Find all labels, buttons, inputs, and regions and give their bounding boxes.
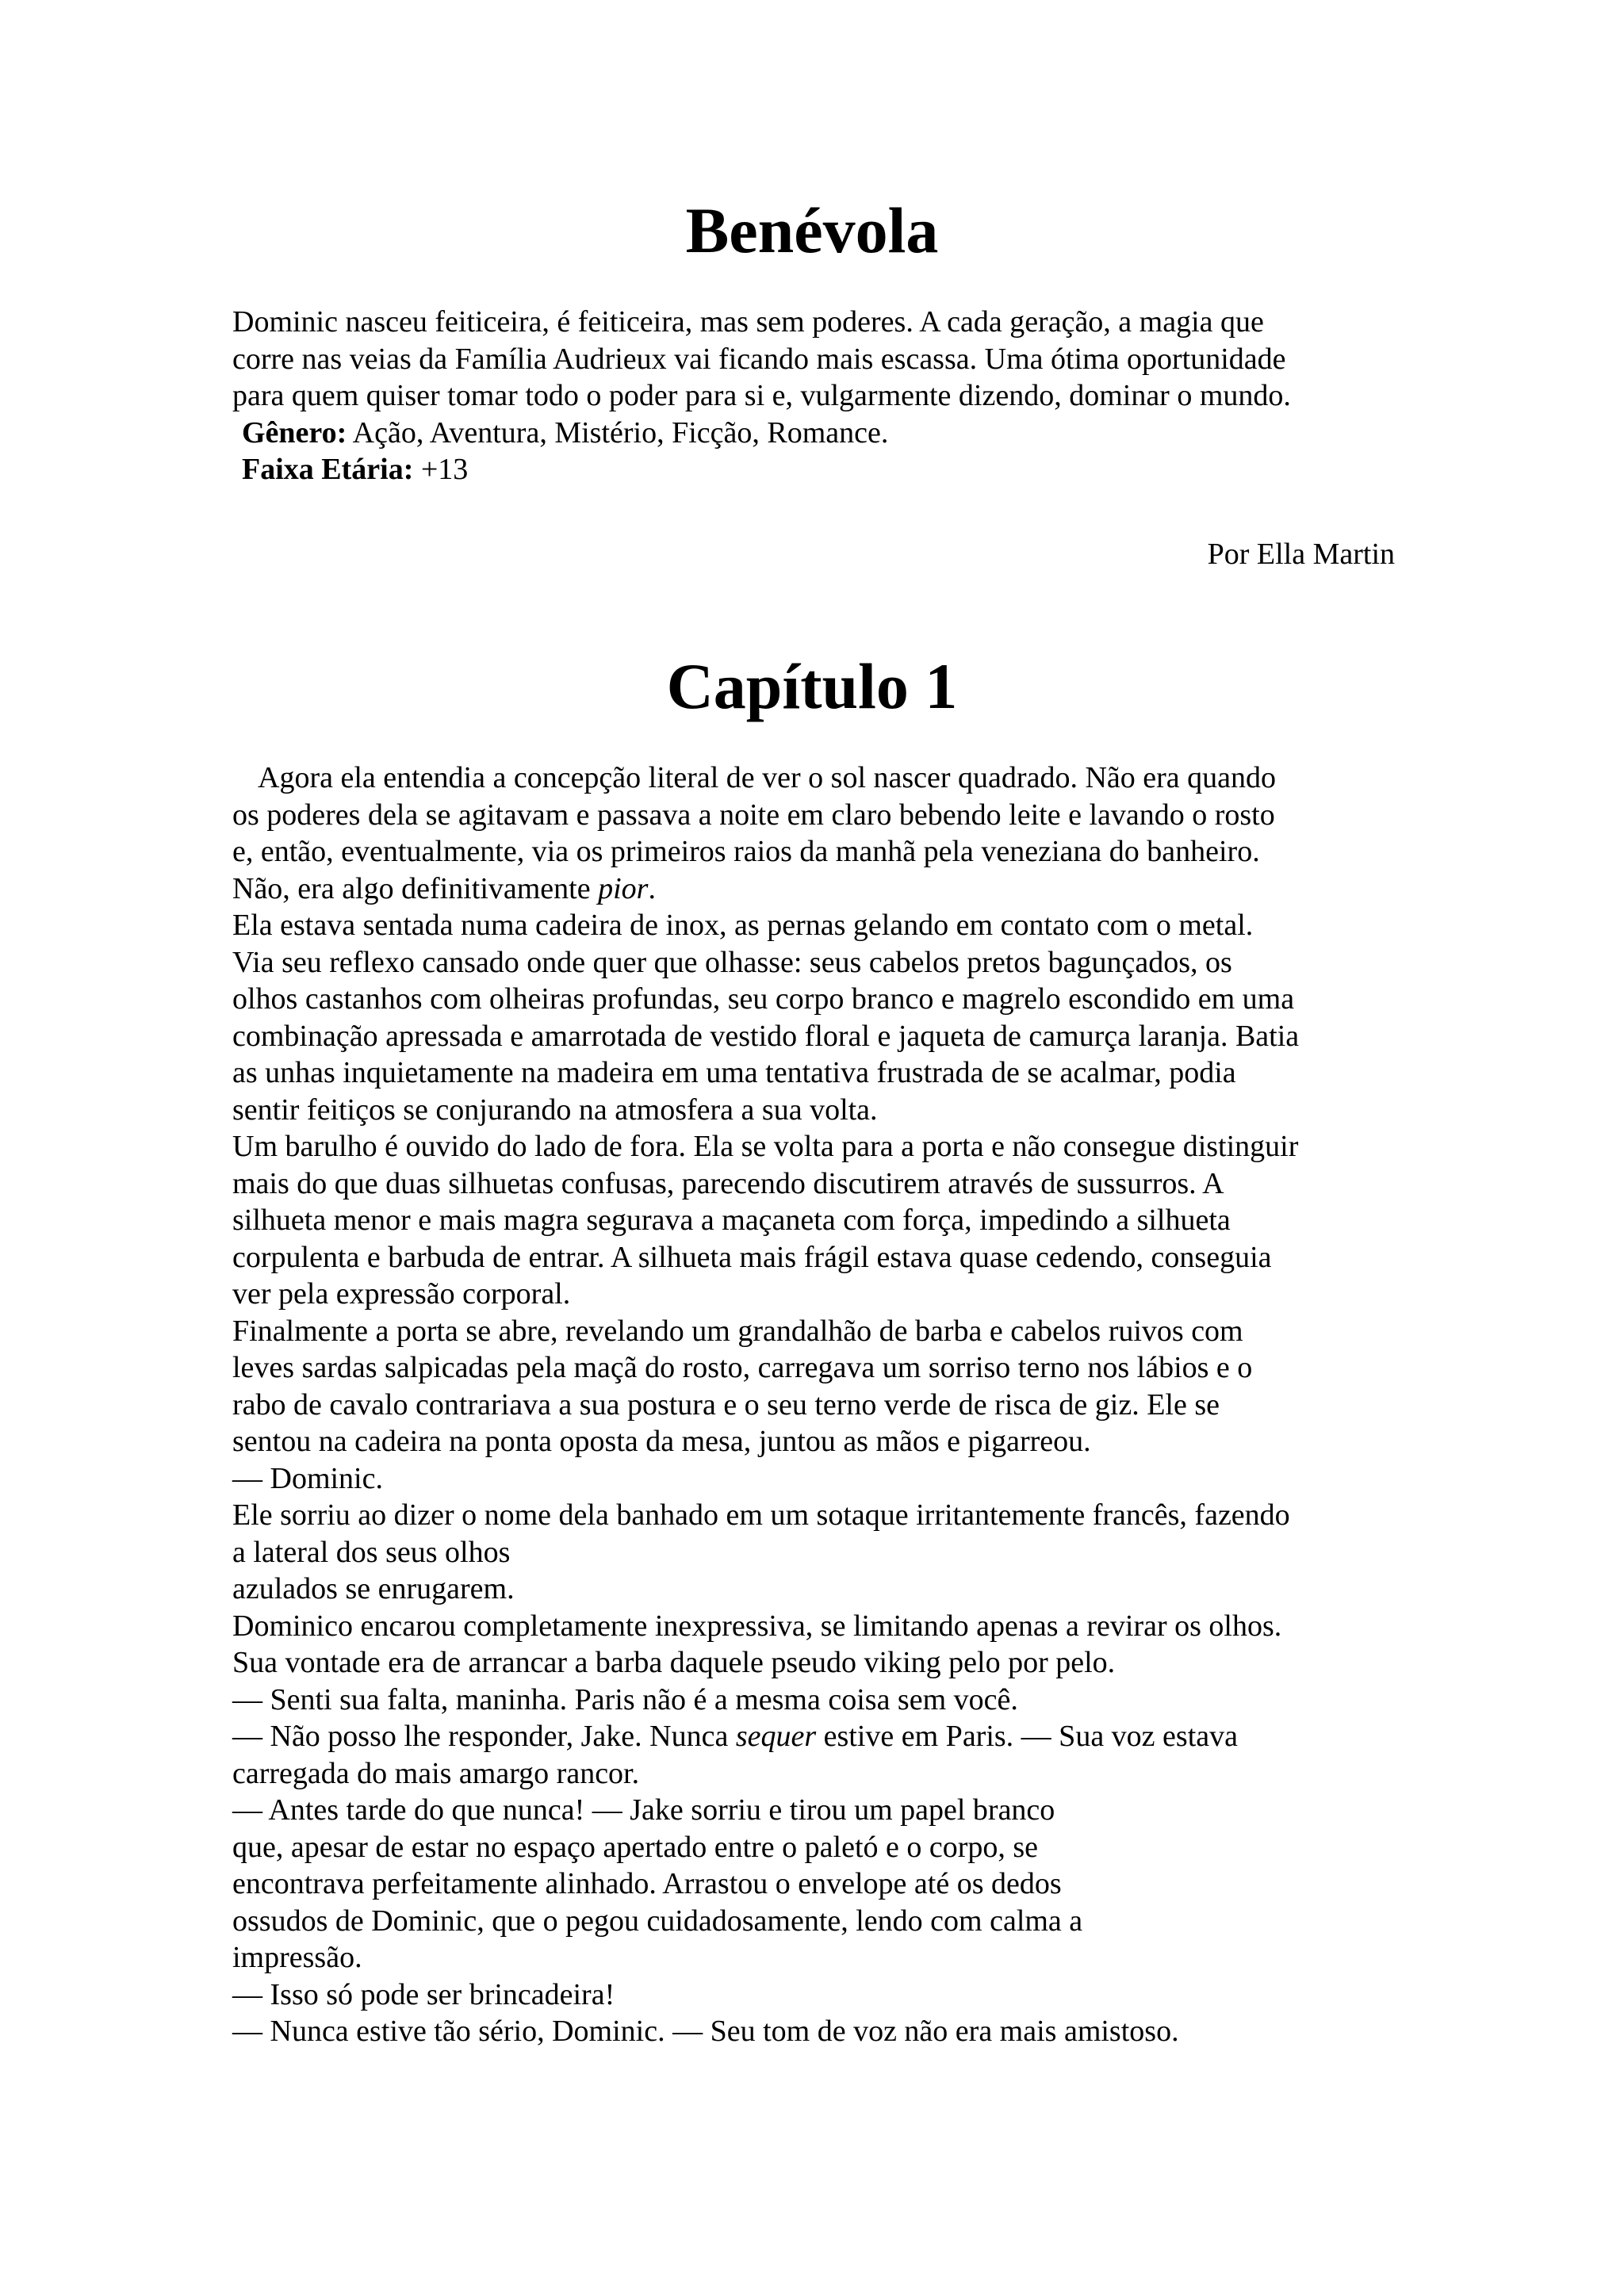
paragraph-line: olhos castanhos com olheiras profundas, seu corpo branco e magrelo escondido em uma [232, 982, 1295, 1016]
paragraph-line: a lateral dos seus olhos [232, 1535, 511, 1569]
paragraph-line: Um barulho é ouvido do lado de fora. Ela se volta para a porta e não consegue distinguir [232, 1130, 1299, 1163]
text-run: Não, era algo definitivamente [232, 871, 599, 905]
synopsis-line: corre nas veias da Família Audrieux vai ficando mais escassa. Uma ótima oportunidade [232, 342, 1286, 376]
genre-value: Ação, Aventura, Mistério, Ficção, Romance. [347, 415, 889, 450]
paragraph-line: Ela estava sentada numa cadeira de inox, as pernas gelando em contato com o metal. [232, 909, 1254, 942]
paragraph-line: encontrava perfeitamente alinhado. Arrastou o envelope até os dedos [232, 1867, 1062, 1900]
text-run: — Não posso lhe responder, Jake. Nunca [232, 1720, 736, 1753]
paragraph-line: rabo de cavalo contrariava a sua postura e o seu terno verde de risca de giz. Ele se [232, 1387, 1220, 1422]
paragraph-line: mais do que duas silhuetas confusas, parecendo discutirem através de sussurros. A [232, 1166, 1224, 1200]
dialogue-line: — Isso só pode ser brincadeira! [232, 1977, 615, 2011]
chapter-body [232, 760, 1422, 2050]
emphasis-text: pior [598, 871, 649, 905]
paragraph-line: corpulenta e barbuda de entrar. A silhueta mais frágil estava quase cedendo, conseguia [232, 1240, 1272, 1274]
paragraph-line: as unhas inquietamente na madeira em uma tentativa frustrada de se acalmar, podia [232, 1056, 1236, 1089]
dialogue-line: — Senti sua falta, maninha. Paris não é a mesma coisa sem você. [232, 1682, 1018, 1716]
genre-label: Gênero: [242, 415, 347, 450]
paragraph-line: sentou na cadeira na ponta oposta da mesa, juntou as mãos e pigarreou. [232, 1425, 1091, 1458]
paragraph-line: azulados se enrugarem. [232, 1572, 515, 1605]
chapter-title: Capítulo 1 [666, 650, 958, 722]
synopsis-line: para quem quiser tomar todo o poder para si e, vulgarmente dizendo, dominar o mundo. [232, 379, 1291, 412]
paragraph-line: silhueta menor e mais magra segurava a maçaneta com força, impedindo a silhueta [232, 1203, 1231, 1237]
dialogue-line: — Dominic. [232, 1461, 383, 1495]
emphasis-text: sequer [735, 1720, 817, 1753]
paragraph-line: combinação apressada e amarrotada de vestido floral e jaqueta de camurça laranja. Batia [232, 1019, 1300, 1053]
paragraph-line: que, apesar de estar no espaço apertado entre o paletó e o corpo, se [232, 1830, 1039, 1864]
paragraph-line: os poderes dela se agitavam e passava a noite em claro bebendo leite e lavando o rosto [232, 798, 1275, 832]
paragraph-line: Agora ela entendia a concepção literal de ver o sol nascer quadrado. Não era quando [258, 761, 1277, 794]
paragraph-line: leves sardas salpicadas pela maçã do rosto, carregava um sorriso terno nos lábios e o [232, 1351, 1253, 1384]
paragraph-line: Ele sorriu ao dizer o nome dela banhado em um sotaque irritantemente francês, fazendo [232, 1498, 1290, 1532]
document-title: Benévola [685, 194, 939, 266]
genre-line [232, 415, 1422, 452]
paragraph-line: ver pela expressão corporal. [232, 1277, 571, 1311]
author-byline: Por Ella Martin [1207, 538, 1395, 571]
paragraph-line: ossudos de Dominic, que o pegou cuidadosamente, lendo com calma a [232, 1904, 1083, 1938]
paragraph-line: e, então, eventualmente, via os primeiros raios da manhã pela veneziana do banheiro. [232, 835, 1260, 868]
age-rating-line [232, 451, 1422, 488]
paragraph-line: carregada do mais amargo rancor. [232, 1756, 640, 1790]
paragraph-line [232, 871, 1422, 908]
synopsis-line: Dominic nasceu feiticeira, é feiticeira, mas sem poderes. A cada geração, a magia que [232, 305, 1264, 339]
paragraph-line: sentir feitiços se conjurando na atmosfera a sua volta. [232, 1093, 878, 1127]
synopsis [232, 304, 1422, 488]
paragraph-line: Finalmente a porta se abre, revelando um grandalhão de barba e cabelos ruivos com [232, 1314, 1243, 1348]
text-run: . [648, 871, 656, 905]
dialogue-line [232, 1718, 1422, 1755]
paragraph-line: impressão. [232, 1941, 362, 1974]
paragraph-line: Dominico encarou completamente inexpressiva, se limitando apenas a revirar os olhos. [232, 1609, 1282, 1643]
dialogue-line: — Nunca estive tão sério, Dominic. — Seu tom de voz não era mais amistoso. [232, 2015, 1179, 2048]
age-rating-label: Faixa Etária: [242, 453, 414, 486]
dialogue-line: — Antes tarde do que nunca! — Jake sorriu e tirou um papel branco [232, 1793, 1055, 1827]
age-rating-value: +13 [413, 453, 469, 486]
text-run: estive em Paris. — Sua voz estava [816, 1720, 1238, 1753]
paragraph-line: Via seu reflexo cansado onde quer que olhasse: seus cabelos pretos bagunçados, os [232, 945, 1232, 979]
paragraph-line: Sua vontade era de arrancar a barba daquele pseudo viking pelo por pelo. [232, 1646, 1116, 1679]
